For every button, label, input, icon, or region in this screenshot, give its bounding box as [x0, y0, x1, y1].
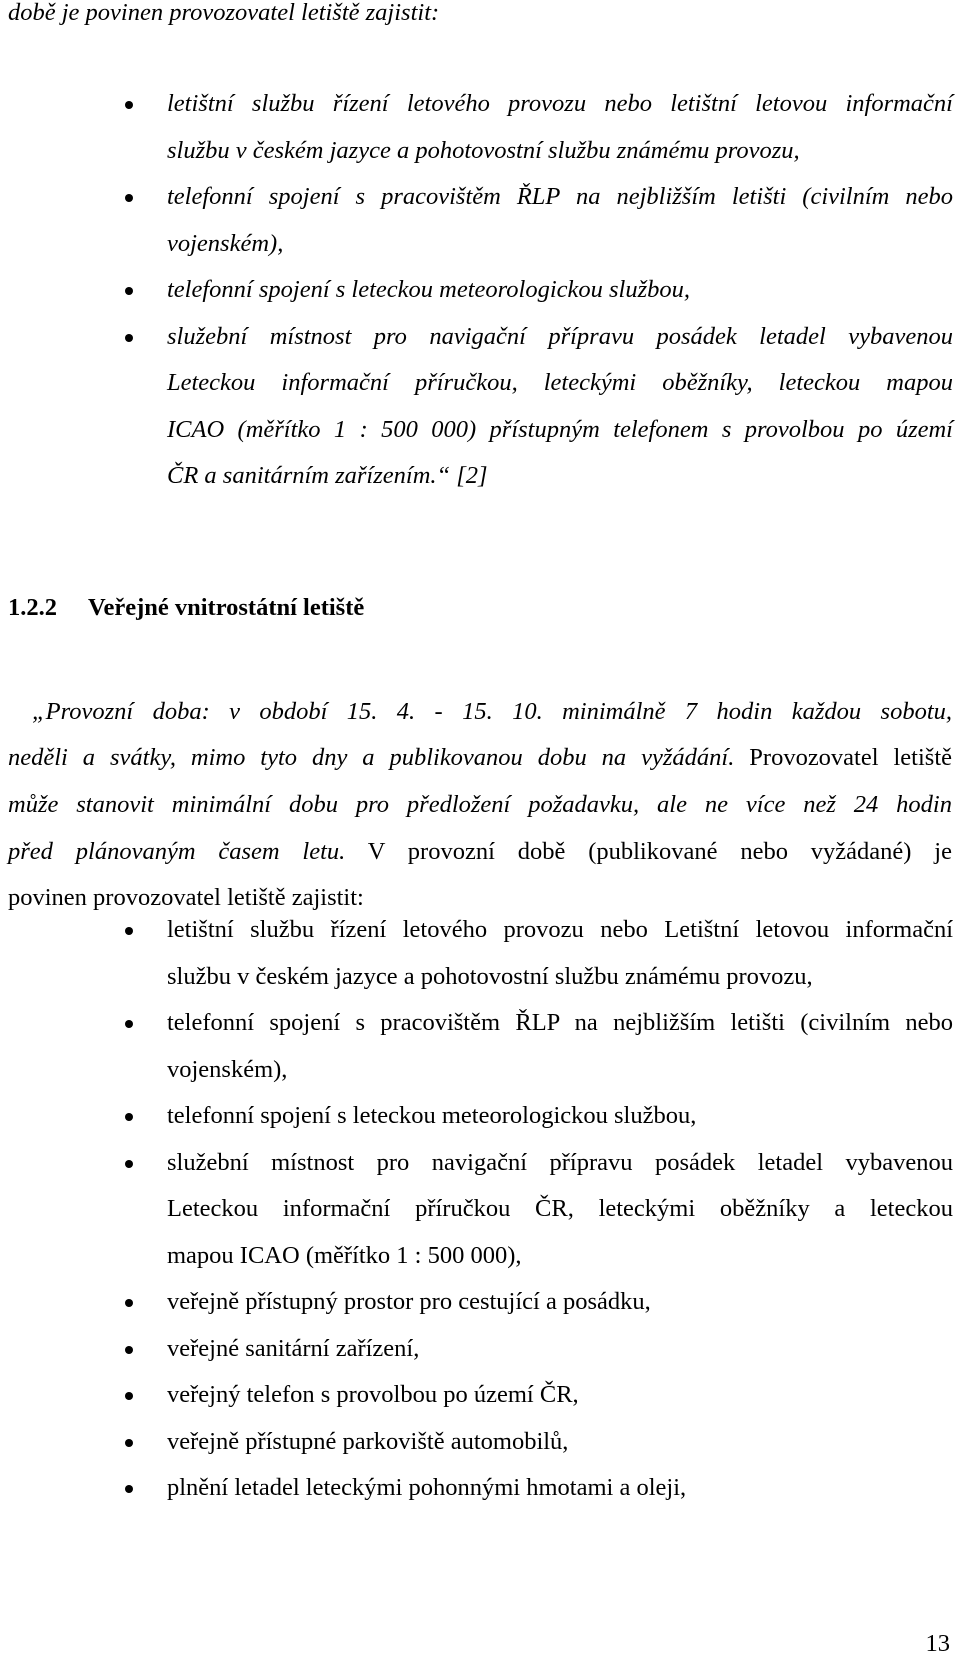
section-title: Veřejné vnitrostátní letiště: [88, 594, 365, 621]
bullet-icon: [125, 1439, 133, 1447]
list-item-text: [167, 1334, 953, 1381]
bullet-icon: [125, 1113, 133, 1121]
paragraph-line-2-regular: Provozovatel letiště: [734, 744, 952, 771]
paragraph-line-2: [8, 743, 952, 773]
list-item-row: služební místnost pro navigační přípravu posádek letadel vybavenou: [167, 1148, 953, 1176]
list-item-text: [167, 1427, 953, 1474]
bullet-icon: [125, 101, 133, 109]
list-item-row: letištní službu řízení letového provozu nebo Letištní letovou informační: [167, 916, 953, 943]
paragraph-line-5: povinen provozovatel letiště zajistit:: [8, 884, 364, 911]
list-item-row: veřejně přístupné parkoviště automobilů,: [167, 1427, 569, 1455]
list-item-row: telefonní spojení s leteckou meteorologickou službou,: [167, 1102, 697, 1129]
list-item-row: Leteckou informační příručkou, leteckými oběžníky, leteckou mapou: [167, 369, 953, 396]
list-item-row: službu v českém jazyce a pohotovostní službu známému provozu,: [167, 962, 813, 990]
list-item-row: letištní službu řízení letového provozu nebo letištní letovou informační: [167, 90, 953, 117]
list-item-text: [167, 322, 953, 508]
list-item-row: telefonní spojení s leteckou meteorologickou službou,: [167, 276, 691, 303]
bullet-icon: [125, 927, 133, 935]
list-item-text: [167, 1380, 953, 1427]
bullet-icon: [125, 334, 133, 342]
list-item-row: Leteckou informační příručkou ČR, leteckými oběžníky a leteckou: [167, 1195, 953, 1222]
list-item-row: telefonní spojení s pracovištěm ŘLP na nejbližším letišti (civilním nebo: [167, 1009, 953, 1036]
bullet-icon: [125, 1346, 133, 1354]
list-item-row: vojenském),: [167, 1055, 288, 1083]
bullet-icon: [125, 1020, 133, 1028]
list-item-text: [167, 1473, 953, 1520]
list-item-text: [167, 1008, 953, 1101]
page-number: 13: [925, 1630, 950, 1657]
list-item-row: službu v českém jazyce a pohotovostní službu známému provozu,: [167, 136, 800, 164]
bullet-icon: [125, 1299, 133, 1307]
list-item-row: služební místnost pro navigační přípravu posádek letadel vybavenou: [167, 322, 953, 350]
list-item-text: [167, 89, 953, 182]
list-item-row: veřejný telefon s provolbou po území ČR,: [167, 1381, 579, 1408]
list-item-row: telefonní spojení s pracovištěm ŘLP na nejbližším letišti (civilním nebo: [167, 183, 953, 210]
bullet-icon: [125, 194, 133, 202]
continued-text-line: době je povinen provozovatel letiště zajistit:: [8, 0, 440, 26]
bullet-icon: [125, 1485, 133, 1493]
list-item-row: mapou ICAO (měřítko 1 : 500 000),: [167, 1241, 522, 1269]
list-item-text: [167, 275, 953, 322]
paragraph-line-2-italic: neděli a svátky, mimo tyto dny a publikovanou dobu na vyžádání.: [8, 744, 735, 771]
list-item-text: [167, 1148, 953, 1288]
list-item-row: ICAO (měřítko 1 : 500 000) přístupným telefonem s provolbou po území: [167, 415, 953, 443]
list-item-text: [167, 182, 953, 275]
list-item-row: ČR a sanitárním zařízením.“ [2]: [167, 462, 488, 489]
bullet-icon: [125, 1392, 133, 1400]
paragraph-line-4: [8, 837, 952, 867]
paragraph-line-3: může stanovit minimální dobu pro předložení požadavku, ale ne více než 24 hodin: [8, 791, 952, 818]
section-heading: [8, 593, 364, 623]
list-item-text: [167, 1287, 953, 1334]
list-item-text: [167, 915, 953, 1008]
bullet-icon: [125, 287, 133, 295]
paragraph-line-4-italic: před plánovaným časem letu.: [8, 838, 346, 865]
list-item-row: veřejné sanitární zařízení,: [167, 1334, 420, 1362]
list-item-text: [167, 1101, 953, 1148]
bullet-icon: [125, 1160, 133, 1168]
paragraph-line-1: „Provozní doba: v období 15. 4. - 15. 10. minimálně 7 hodin každou sobotu,: [32, 698, 952, 725]
list-item-row: veřejně přístupný prostor pro cestující a posádku,: [167, 1288, 651, 1315]
section-number: 1.2.2: [8, 594, 57, 621]
paragraph-line-4-regular: V provozní době (publikované nebo vyžádané) je: [345, 838, 952, 865]
list-item-row: plnění letadel leteckými pohonnými hmotami a oleji,: [167, 1474, 687, 1501]
list-item-row: vojenském),: [167, 229, 284, 257]
